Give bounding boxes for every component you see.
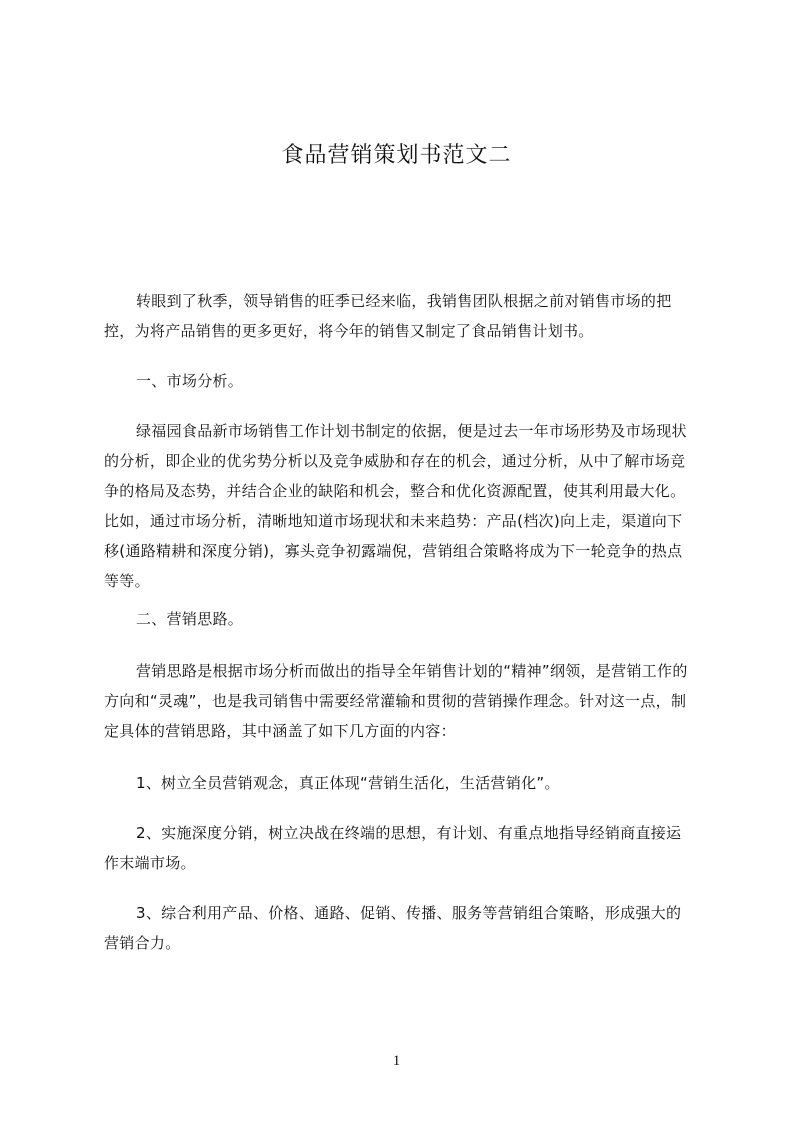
list-item-1: 1、树立全员营销观念，真正体现“营销生活化，生活营销化”。 [136,774,560,792]
document-title: 食品营销策划书范文二 [281,143,512,168]
list-item-3: 3、综合利用产品、价格、通路、促销、传播、服务等营销组合策略，形成强大的营销合力。 [104,904,682,952]
marketing-ideas-paragraph: 营销思路是根据市场分析而做出的指导全年销售计划的“精神”纲领，是营销工作的方向和“灵魂”，也是我司销售中需要经常灌输和贯彻的营销操作理念。针对这一点，制定具体的营销思路，其中涵盖了如下几方面的内容： [104,662,688,740]
section-heading-marketing-ideas: 二、营销思路。 [136,610,244,628]
market-analysis-paragraph: 绿福园食品新市场销售工作计划书制定的依据，便是过去一年市场形势及市场现状的分析，即企业的优劣势分析以及竞争威胁和存在的机会，通过分析，从中了解市场竞争的格局及态势，并结合企业的缺陷和机会，整合和优化资源配置，使其利用最大化。比如，通过市场分析，清晰地知道市场现状和未来趋势：产品(档次)向上走，渠道向下移(通路精耕和深度分销)，寡头竞争初露端倪，营销组合策略将成为下一轮竞争的热点等等。 [104,422,687,590]
page-number: 1 [392,1053,401,1069]
list-item-2: 2、实施深度分销，树立决战在终端的思想，有计划、有重点地指导经销商直接运作末端市场。 [104,824,682,872]
intro-paragraph: 转眼到了秋季，领导销售的旺季已经来临，我销售团队根据之前对销售市场的把控，为将产品销售的更多更好，将今年的销售又制定了食品销售计划书。 [104,292,672,340]
section-heading-market-analysis: 一、市场分析。 [136,372,244,390]
